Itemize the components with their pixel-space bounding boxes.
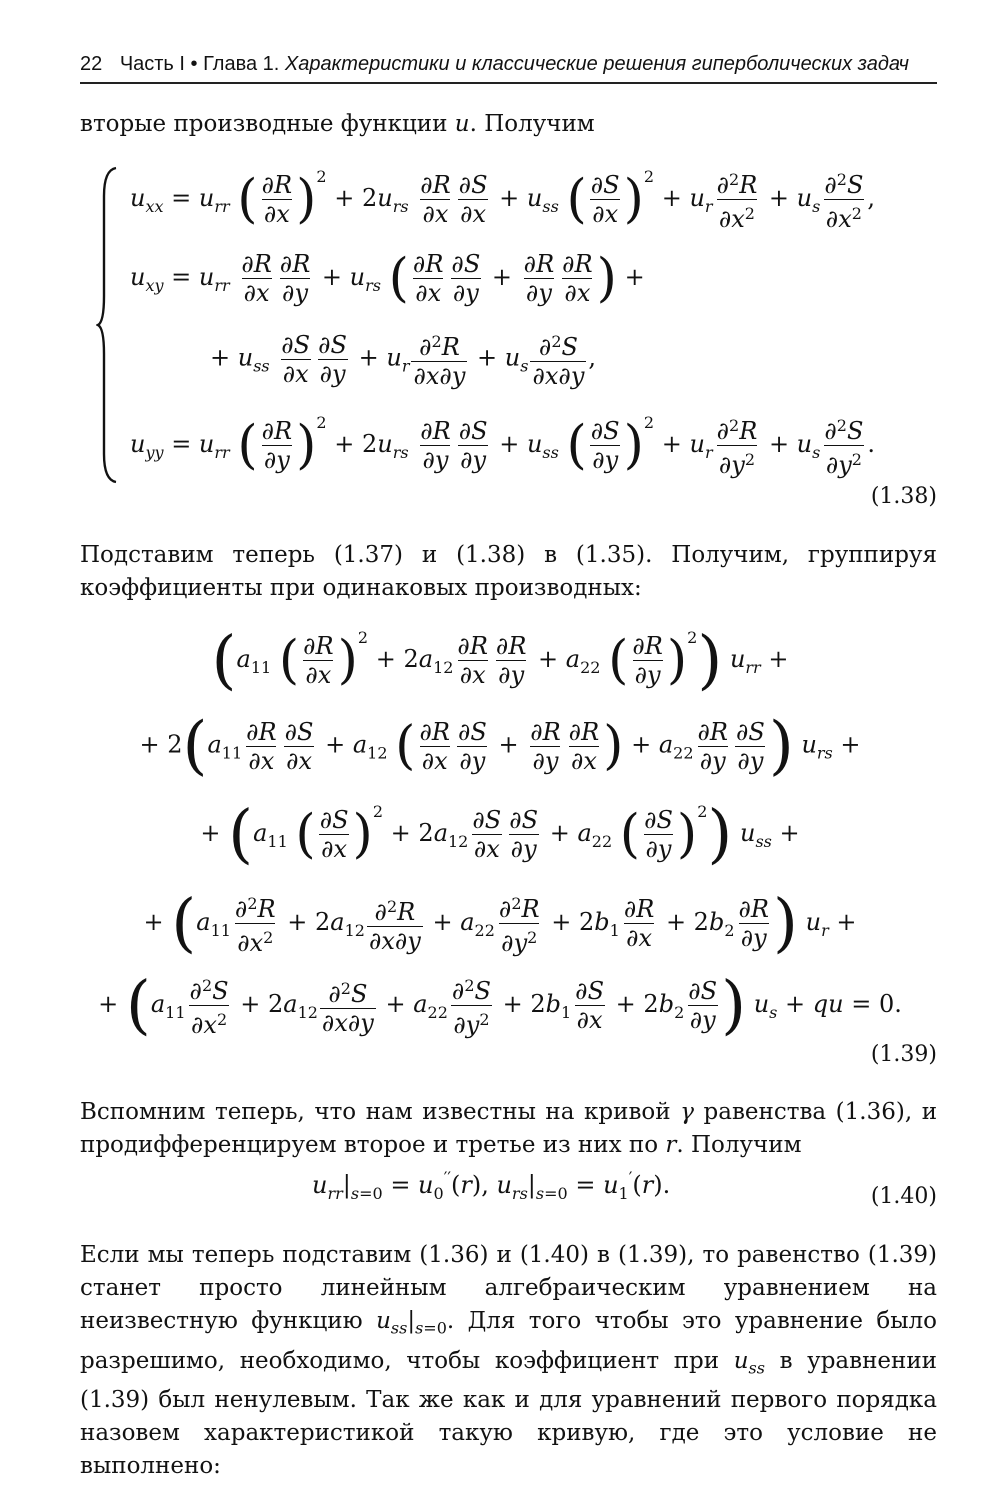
equation-1-39-row-1: ($a_{11}$ ( $\frac{\partial R}{\partial x}$ )$^2 + 2a_{12}$ $\frac{\partial R}{\partial x}$ $\frac{\partial R}{\partial y}$ + $a_{22}$ ( $\frac{\partial R}{\partial y}$ )$^2$) $u_{rr}$ + [211,623,789,698]
equation-number-1-38: (1.38) [870,484,937,509]
equation-1-39-row-4: + ($a_{11}$ $\frac{\partial^2R}{\partial x^2}$ + $2a_{12}$ $\frac{\partial^2R}{\partial x\partial y}$ + $a_{22}$ $\frac{\partial^2R}{\partial y^2}$ + $2b_1$ $\frac{\partial R}{\partial x}$ + $2b_2$ $\frac{\partial R}{\partial y}$ ) $u_r$ + [143,886,857,961]
page-number: 22 [80,53,103,75]
section-label: Часть I • Глава 1. [119,53,280,75]
paragraph-characteristic [80,1239,937,1483]
equation-number-1-39: (1.39) [870,1042,937,1067]
text-fragment: в уравнении (1.39) был ненулевым. Так же как и для уравнений первого порядка назовем характеристикой такую кривую, где это условие не выполнено: [80,1347,938,1480]
header-rule [80,82,937,84]
equation-1-38-row-uxy-cont: + $u_{ss}$ $\frac{\partial S}{\partial x}$ $\frac{\partial S}{\partial y}$ + $u_r$ $\frac{\partial^2R}{\partial x\partial y}$ + $u_s$ $\frac{\partial^2S}{\partial x\partial y}$ , [210,330,597,390]
equation-number-1-40: (1.40) [870,1184,937,1209]
text-fragment: равенства (1.36), и продифференцируем второе и третье из них по [80,1099,938,1158]
equation-1-39-row-3: + ($a_{11}$ ( $\frac{\partial S}{\partial x}$ )$^2 + 2a_{12}$ $\frac{\partial S}{\partial x}$ $\frac{\partial S}{\partial y}$ + $a_{22}$ ( $\frac{\partial S}{\partial y}$ )$^2$) $u_{ss}$ + [200,797,800,872]
math-var-r: r [665,1132,677,1158]
equation-1-38-row-uxy: $u_{xy} = u_{rr}$ $\frac{\partial R}{\partial x}$ $\frac{\partial R}{\partial y}$ + $u_{rs}$ ( $\frac{\partial R}{\partial x}$ $\frac{\partial S}{\partial y}$ + $\frac{\partial R}{\partial y}$ $\frac{\partial R}{\partial x}$ ) + [130,248,645,309]
math-var-gamma: γ [680,1099,694,1125]
paragraph-intro [80,108,937,141]
math-u-ss-at-s0: $u_{ss}|_{s=0}$ [376,1308,447,1338]
equation-1-39-row-2: + $2(a_{11}$ $\frac{\partial R}{\partial x}$ $\frac{\partial S}{\partial x}$ + $a_{12}$ ( $\frac{\partial R}{\partial x}$ $\frac{\partial S}{\partial y}$ + $\frac{\partial R}{\partial y}$ $\frac{\partial R}{\partial x}$ ) + $a_{22}$ $\frac{\partial R}{\partial y}$ $\frac{\partial S}{\partial y}$ ) $u_{rs}$ + [139,709,861,783]
text-fragment: . Получим [676,1132,802,1158]
text-fragment: вторые производные функции [80,111,448,137]
equation-1-39-row-5: + ($a_{11}$ $\frac{\partial^2S}{\partial x^2}$ + $2a_{12}$ $\frac{\partial^2S}{\partial x\partial y}$ + $a_{22}$ $\frac{\partial^2S}{\partial y^2}$ + $2b_1$ $\frac{\partial S}{\partial x}$ + $2b_2$ $\frac{\partial S}{\partial y}$ ) $u_s$ + qu = 0. [98,968,902,1043]
equation-1-40: $u_{rr}|_{s=0} = u_0''(r)$, $u_{rs}|_{s=0} = u_1'(r)$. [312,1168,671,1203]
running-header [80,50,937,78]
text-fragment: Если мы теперь подставим (1.36) и (1.40) в (1.39), то равенство (1.39) станет просто линейным алгебраическим уравнением на неизвестную функцию [80,1242,937,1334]
equation-1-38-row-uyy: $u_{yy} = u_{rr}$ ( $\frac{\partial R}{\partial y}$ )$^2 + 2u_{rs}$ $\frac{\partial R}{\partial y}$ $\frac{\partial S}{\partial y}$ + $u_{ss}$ ( $\frac{\partial S}{\partial y}$ )$^2 + u_r$ $\frac{\partial^2R}{\partial y^2}$ + $u_s$ $\frac{\partial^2S}{\partial y^2}$ . [130,413,876,479]
equation-1-38-row-uxx: $u_{xx} = u_{rr}$ ( $\frac{\partial R}{\partial x}$ )$^2 + 2u_{rs}$ $\frac{\partial R}{\partial x}$ $\frac{\partial S}{\partial x}$ + $u_{ss}$ ( $\frac{\partial S}{\partial x}$ )$^2 + u_r$ $\frac{\partial^2R}{\partial x^2}$ + $u_s$ $\frac{\partial^2S}{\partial x^2}$ , [130,167,876,233]
text-fragment: . Для того чтобы это уравнение было разрешимо, необходимо, чтобы коэффициент при [80,1308,938,1374]
paragraph-recall [80,1096,937,1162]
paragraph-substitute: Подставим теперь (1.37) и (1.38) в (1.35). Получим, группируя коэффициенты при одинаковых производных: [80,542,937,601]
left-brace-icon [96,166,118,484]
math-var-u: u [454,111,470,137]
chapter-title: Характеристики и классические решения гиперболических задач [284,53,910,75]
math-u-ss: $u_{ss}$ [733,1347,765,1378]
text-fragment: . Получим [469,111,595,137]
text-fragment: Вспомним теперь, что нам известны на кривой [80,1099,671,1125]
